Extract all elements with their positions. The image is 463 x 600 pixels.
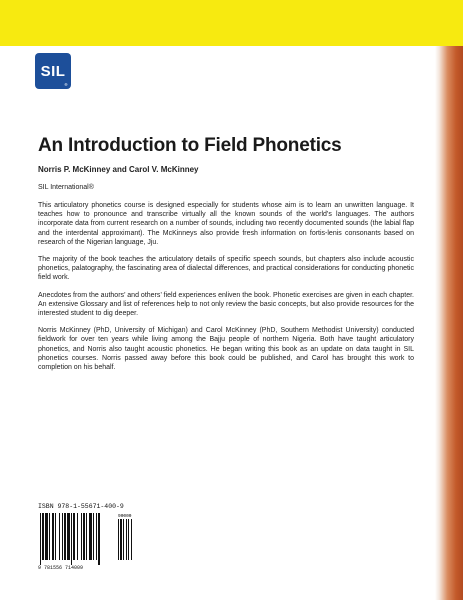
description-paragraph-3: Anecdotes from the authors’ and others’ field experiences enliven the book. Phonetic exercises are given in each chapter. An extensive Glossary and list of references help to not only review the basic concepts, but also provide resources for the interested student to dig deeper. [38,291,414,318]
authors: Norris P. McKinney and Carol V. McKinney [38,165,199,174]
logo-text: SIL [40,62,66,80]
book-title: An Introduction to Field Phonetics [38,135,342,156]
author-bio-paragraph: Norris McKinney (PhD, University of Michigan) and Carol McKinney (PhD, Southern Methodist University) conducted fieldwork for over ten years while living among the Bajju people of northern Nigeria. Both have taught articulatory phonetics, and Norris also taught acoustic phonetics. He began writing this book as an update on data taught in SIL phonetics courses. Norris passed away before this book could be published, and Carol has brought this work to completion on his behalf. [38,327,414,372]
isbn-barcode [38,503,139,573]
top-color-band [0,0,463,46]
description-paragraph-2: The majority of the book teaches the articulatory details of specific speech sounds, but chapters also include acoustic phonetics, palatography, the fascinating area of dialectal differences, and practical considerations for conducting phonetic field work. [38,256,414,282]
spine-edge [435,46,463,600]
isbn-text: ISBN 978-1-55671-400-9 [38,503,124,510]
barcode-bars [38,513,139,565]
back-cover-text [38,135,414,380]
sil-logo: SIL ® [35,53,71,89]
publisher: SIL International® [38,184,94,191]
barcode-addon-digits: 90000 [118,514,132,519]
barcode-digits: 9 781556 714009 [38,565,84,571]
description-paragraph-1: This articulatory phonetics course is designed especially for students whose aim is to learn an unwritten language. It teaches how to pronounce and transcribe virtually all the known sounds of the world’s languages. The authors incorporate data from current research on a number of sounds, including two recently documented sounds (the labial flap and the interdental approximant). The McKinneys also provide fresh information on fortis-lenis consonants based on research of the Nigerian language, Jju. [38,202,414,246]
